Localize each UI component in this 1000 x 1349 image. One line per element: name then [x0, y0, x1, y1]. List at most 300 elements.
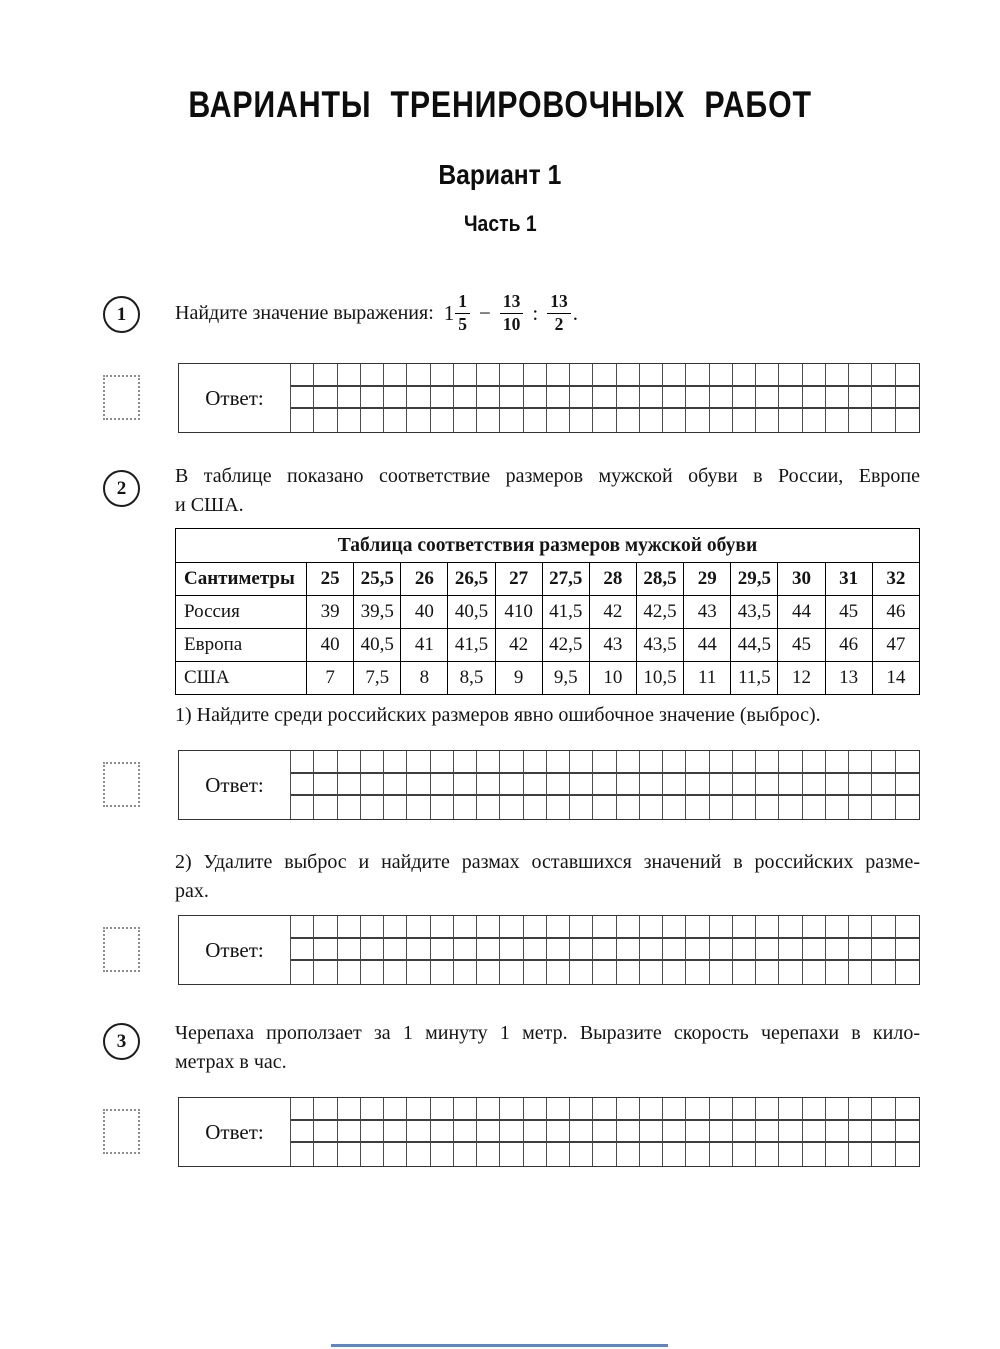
answer-cell	[384, 916, 407, 939]
answer-cell	[872, 364, 895, 387]
answer-cell	[547, 796, 570, 819]
answer-cell	[640, 1098, 663, 1121]
table-cell: 7	[307, 662, 354, 695]
answer-cell	[500, 939, 523, 962]
answer-cell	[454, 1121, 477, 1144]
answer-grid	[290, 916, 919, 984]
answer-cell	[314, 409, 337, 432]
operator: :	[532, 300, 539, 325]
fraction-denominator: 2	[554, 313, 564, 334]
answer-cell	[756, 939, 779, 962]
answer-cell	[872, 796, 895, 819]
answer-cell	[547, 774, 570, 797]
answer-cell	[826, 1143, 849, 1166]
answer-cell	[384, 1143, 407, 1166]
answer-cell	[314, 774, 337, 797]
answer-cell	[710, 916, 733, 939]
answer-cell	[361, 916, 384, 939]
answer-cell	[663, 916, 686, 939]
table-cell: 44	[684, 629, 731, 662]
answer-cell	[384, 387, 407, 410]
answer-cell	[500, 796, 523, 819]
answer-cell	[733, 939, 756, 962]
answer-cell	[570, 1098, 593, 1121]
answer-cell	[524, 1098, 547, 1121]
answer-cell	[291, 364, 314, 387]
answer-cell	[570, 387, 593, 410]
bottom-accent-line	[331, 1344, 668, 1347]
answer-cell	[477, 364, 500, 387]
table-cell: 40	[307, 629, 354, 662]
table-row-label: Европа	[176, 629, 307, 662]
answer-cell	[361, 1143, 384, 1166]
answer-cell	[500, 387, 523, 410]
answer-cell	[756, 751, 779, 774]
answer-cell	[477, 409, 500, 432]
answer-cell	[477, 796, 500, 819]
answer-cell	[291, 1143, 314, 1166]
table-header-cell: 26,5	[448, 563, 495, 596]
answer-cell	[454, 409, 477, 432]
answer-cell	[896, 939, 919, 962]
answer-cell	[803, 409, 826, 432]
answer-cell	[826, 1098, 849, 1121]
problem-2-number-text: 2	[116, 477, 127, 499]
table-cell: 42	[589, 596, 636, 629]
answer-cell	[640, 916, 663, 939]
answer-cell	[663, 774, 686, 797]
expression-period: .	[572, 300, 578, 325]
problem-1-statement	[175, 283, 578, 343]
table-row	[176, 596, 920, 629]
answer-cell	[686, 1098, 709, 1121]
answer-label: Ответ:	[205, 1119, 264, 1144]
answer-cell	[896, 387, 919, 410]
answer-cell	[872, 1121, 895, 1144]
answer-cell	[593, 1121, 616, 1144]
answer-cell	[431, 774, 454, 797]
answer-cell	[640, 961, 663, 984]
table-cell: 42	[495, 629, 542, 662]
answer-cell	[454, 939, 477, 962]
answer-cell	[756, 1121, 779, 1144]
answer-cell	[849, 939, 872, 962]
answer-cell	[803, 1143, 826, 1166]
answer-cell	[896, 796, 919, 819]
answer-cell	[593, 961, 616, 984]
table-cell: 8	[401, 662, 448, 695]
answer-cell	[826, 939, 849, 962]
answer-cell	[686, 774, 709, 797]
table-cell: 45	[778, 629, 825, 662]
answer-cell	[593, 1143, 616, 1166]
answer-cell	[803, 751, 826, 774]
answer-cell	[617, 751, 640, 774]
answer-cell	[524, 961, 547, 984]
answer-cell	[338, 751, 361, 774]
problem-3-line-2: метрах в час.	[175, 1051, 287, 1073]
answer-cell	[547, 387, 570, 410]
answer-cell	[686, 364, 709, 387]
answer-cell	[431, 364, 454, 387]
answer-cell	[826, 751, 849, 774]
answer-cell	[593, 796, 616, 819]
answer-cell	[617, 796, 640, 819]
answer-cell	[756, 409, 779, 432]
answer-cell	[872, 916, 895, 939]
answer-cell	[291, 1121, 314, 1144]
answer-cell	[640, 796, 663, 819]
answer-cell	[896, 1098, 919, 1121]
answer-cell	[849, 1143, 872, 1166]
answer-cell	[640, 1121, 663, 1144]
answer-cell	[431, 1098, 454, 1121]
problem-2-question-1	[175, 701, 920, 730]
answer-cell	[710, 1098, 733, 1121]
answer-cell	[640, 751, 663, 774]
table-title: Таблица соответствия размеров мужской обуви	[176, 529, 920, 563]
problem-2-question-2-line-2: рах.	[175, 880, 209, 902]
answer-cell	[826, 1121, 849, 1144]
table-cell: 46	[872, 596, 919, 629]
answer-cell	[779, 751, 802, 774]
answer-cell	[779, 961, 802, 984]
answer-cell	[500, 774, 523, 797]
problem-1-number	[103, 296, 140, 333]
answer-grid	[290, 1098, 919, 1166]
answer-cell	[896, 364, 919, 387]
answer-cell	[361, 774, 384, 797]
answer-cell	[291, 409, 314, 432]
table-cell: 9	[495, 662, 542, 695]
answer-cell	[407, 916, 430, 939]
answer-cell	[779, 409, 802, 432]
answer-cell	[803, 364, 826, 387]
table-cell: 11	[684, 662, 731, 695]
answer-cell	[570, 774, 593, 797]
table-header-cell: 27,5	[542, 563, 589, 596]
answer-cell	[570, 364, 593, 387]
table-row	[176, 629, 920, 662]
answer-cell	[849, 364, 872, 387]
answer-cell	[361, 1098, 384, 1121]
answer-cell	[756, 796, 779, 819]
answer-cell	[872, 409, 895, 432]
table-row-label: США	[176, 662, 307, 695]
answer-cell	[849, 751, 872, 774]
answer-cell	[896, 751, 919, 774]
fraction-numerator: 13	[500, 292, 524, 313]
answer-cell	[896, 916, 919, 939]
answer-cell	[407, 796, 430, 819]
answer-cell	[686, 961, 709, 984]
answer-cell	[431, 751, 454, 774]
table-cell: 43,5	[731, 596, 778, 629]
answer-cell	[593, 1098, 616, 1121]
table-cell: 41,5	[542, 596, 589, 629]
answer-cell	[524, 1121, 547, 1144]
answer-cell	[384, 751, 407, 774]
answer-cell	[361, 364, 384, 387]
table-cell: 10	[589, 662, 636, 695]
answer-cell	[431, 961, 454, 984]
answer-cell	[686, 387, 709, 410]
answer-cell	[384, 1098, 407, 1121]
problem-2-question-2-line-1: 2) Удалите выброс и найдите размах оставшихся значений в российских разме-	[175, 851, 920, 873]
answer-cell	[500, 1121, 523, 1144]
answer-cell	[431, 939, 454, 962]
answer-cell	[593, 774, 616, 797]
answer-cell	[826, 387, 849, 410]
table-header-cell: 28	[589, 563, 636, 596]
table-header-row	[176, 563, 920, 596]
answer-cell	[710, 939, 733, 962]
answer-cell	[640, 364, 663, 387]
table-header-cell: 28,5	[636, 563, 683, 596]
answer-cell	[733, 364, 756, 387]
answer-cell	[477, 916, 500, 939]
answer-cell	[733, 774, 756, 797]
table-cell: 39	[307, 596, 354, 629]
answer-block-3	[178, 915, 920, 985]
answer-cell	[779, 1143, 802, 1166]
answer-cell	[617, 939, 640, 962]
fraction-numerator: 13	[547, 292, 571, 313]
answer-cell	[384, 364, 407, 387]
answer-cell	[803, 916, 826, 939]
answer-cell	[291, 751, 314, 774]
answer-cell	[384, 409, 407, 432]
shoe-size-table	[175, 528, 920, 695]
answer-cell	[896, 774, 919, 797]
problem-1-prompt: Найдите значение выражения:	[175, 301, 434, 324]
page-title-text: ВАРИАНТЫ ТРЕНИРОВОЧНЫХ РАБОТ	[188, 84, 812, 125]
problem-2-question-2	[175, 848, 920, 906]
answer-cell	[756, 774, 779, 797]
answer-cell	[291, 387, 314, 410]
answer-cell	[733, 751, 756, 774]
answer-cell	[896, 1143, 919, 1166]
answer-cell	[407, 364, 430, 387]
answer-cell	[872, 751, 895, 774]
answer-cell	[663, 364, 686, 387]
table-cell: 45	[825, 596, 872, 629]
table-header-cell: 26	[401, 563, 448, 596]
table-cell: 40,5	[354, 629, 401, 662]
answer-cell	[361, 751, 384, 774]
answer-block-1	[178, 363, 920, 433]
answer-cell	[849, 409, 872, 432]
answer-cell	[454, 916, 477, 939]
answer-cell	[733, 1098, 756, 1121]
answer-cell	[338, 387, 361, 410]
table-cell: 14	[872, 662, 919, 695]
answer-grid	[290, 751, 919, 819]
answer-cell	[570, 409, 593, 432]
answer-cell	[686, 916, 709, 939]
answer-cell	[570, 1143, 593, 1166]
answer-cell	[547, 751, 570, 774]
table-cell: 13	[825, 662, 872, 695]
answer-cell	[640, 1143, 663, 1166]
answer-cell	[291, 774, 314, 797]
answer-cell	[477, 774, 500, 797]
answer-cell	[617, 774, 640, 797]
margin-marker-2	[103, 762, 140, 807]
answer-label: Ответ:	[205, 772, 264, 797]
answer-cell	[407, 1121, 430, 1144]
answer-cell	[384, 961, 407, 984]
answer-cell	[477, 387, 500, 410]
table-cell: 7,5	[354, 662, 401, 695]
answer-cell	[547, 939, 570, 962]
answer-cell	[686, 1143, 709, 1166]
answer-cell	[314, 961, 337, 984]
answer-cell	[547, 961, 570, 984]
answer-cell	[431, 409, 454, 432]
answer-cell	[663, 387, 686, 410]
answer-cell	[314, 364, 337, 387]
answer-cell	[617, 387, 640, 410]
answer-cell	[338, 409, 361, 432]
answer-cell	[314, 796, 337, 819]
answer-cell	[710, 1121, 733, 1144]
page-title	[0, 84, 1000, 126]
answer-cell	[454, 387, 477, 410]
answer-cell	[803, 774, 826, 797]
answer-cell	[314, 916, 337, 939]
problem-3-line-1: Черепаха проползает за 1 минуту 1 метр. Выразите скорость черепахи в кило-	[175, 1022, 920, 1044]
answer-cell	[617, 1143, 640, 1166]
answer-cell	[407, 1098, 430, 1121]
answer-cell	[896, 1121, 919, 1144]
answer-cell	[524, 364, 547, 387]
answer-cell	[710, 409, 733, 432]
table-cell: 40,5	[448, 596, 495, 629]
answer-cell	[407, 774, 430, 797]
answer-cell	[710, 751, 733, 774]
answer-cell	[291, 916, 314, 939]
answer-cell	[710, 774, 733, 797]
answer-cell	[570, 751, 593, 774]
answer-cell	[733, 387, 756, 410]
answer-cell	[570, 916, 593, 939]
answer-cell	[896, 409, 919, 432]
answer-cell	[593, 751, 616, 774]
answer-cell	[663, 409, 686, 432]
answer-cell	[872, 961, 895, 984]
answer-cell	[338, 916, 361, 939]
answer-cell	[617, 1121, 640, 1144]
answer-cell	[361, 796, 384, 819]
answer-cell	[733, 1121, 756, 1144]
answer-cell	[431, 1143, 454, 1166]
answer-cell	[524, 1143, 547, 1166]
answer-cell	[547, 1143, 570, 1166]
answer-cell	[524, 796, 547, 819]
answer-cell	[477, 1143, 500, 1166]
answer-cell	[524, 939, 547, 962]
problem-1-number-text: 1	[116, 303, 127, 325]
answer-cell	[338, 939, 361, 962]
answer-cell	[384, 796, 407, 819]
margin-marker-1	[103, 375, 140, 420]
answer-cell	[779, 364, 802, 387]
answer-cell	[547, 364, 570, 387]
table-row	[176, 662, 920, 695]
answer-cell	[338, 1143, 361, 1166]
answer-cell	[640, 409, 663, 432]
answer-cell	[500, 916, 523, 939]
answer-cell	[314, 1143, 337, 1166]
table-cell: 410	[495, 596, 542, 629]
answer-cell	[338, 1098, 361, 1121]
answer-cell	[454, 796, 477, 819]
table-header-cell: 25,5	[354, 563, 401, 596]
answer-cell	[733, 1143, 756, 1166]
answer-cell	[291, 961, 314, 984]
table-cell: 43	[684, 596, 731, 629]
variant-title	[0, 159, 1000, 191]
answer-cell	[384, 939, 407, 962]
answer-cell	[407, 939, 430, 962]
table-cell: 10,5	[636, 662, 683, 695]
answer-cell	[872, 774, 895, 797]
answer-cell	[849, 796, 872, 819]
problem-3-number-text: 3	[116, 1030, 127, 1052]
answer-cell	[779, 1098, 802, 1121]
fraction-numerator: 1	[455, 292, 470, 313]
answer-cell	[640, 774, 663, 797]
answer-cell	[338, 1121, 361, 1144]
answer-cell	[849, 1121, 872, 1144]
answer-cell	[384, 774, 407, 797]
answer-cell	[872, 387, 895, 410]
answer-cell	[710, 387, 733, 410]
answer-cell	[454, 751, 477, 774]
answer-cell	[872, 1098, 895, 1121]
fraction	[500, 292, 524, 334]
table-cell: 41	[401, 629, 448, 662]
answer-cell	[779, 796, 802, 819]
problem-3-statement	[175, 1019, 920, 1077]
answer-cell	[872, 939, 895, 962]
answer-cell	[524, 916, 547, 939]
answer-cell	[663, 796, 686, 819]
answer-cell	[431, 796, 454, 819]
answer-cell	[570, 1121, 593, 1144]
answer-cell	[547, 1121, 570, 1144]
answer-cell	[826, 961, 849, 984]
answer-cell	[849, 961, 872, 984]
answer-cell	[431, 387, 454, 410]
answer-cell	[361, 939, 384, 962]
answer-cell	[500, 409, 523, 432]
problem-2-question-1-text: 1) Найдите среди российских размеров явно ошибочное значение (выброс).	[175, 704, 821, 726]
answer-cell	[500, 1098, 523, 1121]
answer-cell	[407, 751, 430, 774]
answer-block-2	[178, 750, 920, 820]
answer-cell	[500, 961, 523, 984]
answer-cell	[291, 939, 314, 962]
table-header-cell: 25	[307, 563, 354, 596]
answer-cell	[361, 387, 384, 410]
problem-2-intro-line-1: В таблице показано соответствие размеров мужской обуви в России, Европе	[175, 465, 920, 487]
answer-cell	[826, 774, 849, 797]
answer-cell	[756, 1143, 779, 1166]
answer-cell	[454, 364, 477, 387]
answer-cell	[593, 409, 616, 432]
